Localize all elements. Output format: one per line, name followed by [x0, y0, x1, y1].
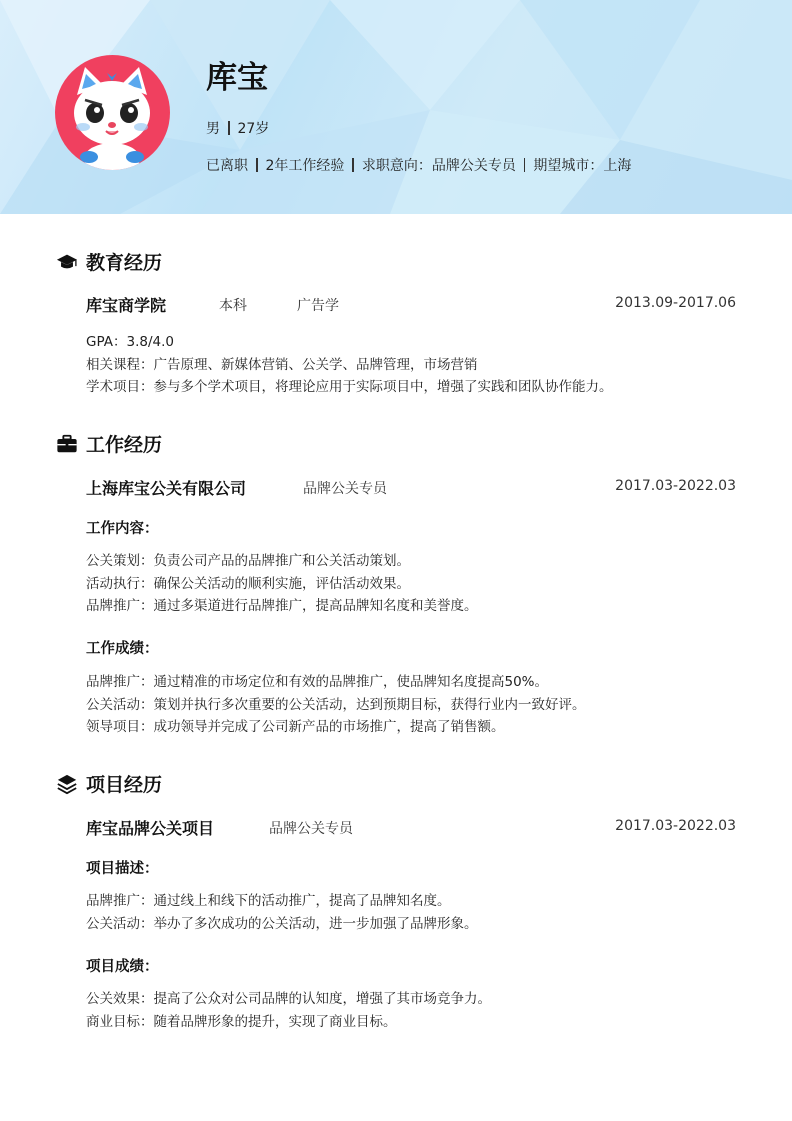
list-item: GPA：3.8/4.0	[86, 334, 174, 350]
list-item: 商业目标：随着品牌形象的提升，实现了商业目标。	[86, 1013, 397, 1030]
major: 广告学	[297, 298, 339, 314]
job-role: 品牌公关专员	[303, 481, 387, 497]
employment-status: 已离职	[206, 158, 248, 174]
education-date: 2013.09-2017.06	[615, 295, 736, 311]
project-result-title: 项目成绩：	[86, 959, 159, 975]
project-results	[86, 988, 491, 1033]
work-row	[86, 476, 736, 498]
separator	[228, 121, 230, 135]
list-item: 学术项目：参与多个学术项目，将理论应用于实际项目中，增强了实践和团队协作能力。	[86, 379, 613, 395]
project-description	[86, 890, 478, 935]
list-item: 公关活动：策划并执行多次重要的公关活动，达到预期目标，获得行业内一致好评。	[86, 696, 586, 713]
work-date: 2017.03-2022.03	[615, 478, 736, 494]
work-achievement-title: 工作成绩：	[86, 641, 159, 657]
list-item: 相关课程：广告原理、新媒体营销、公关学、品牌管理，市场营销	[86, 356, 478, 373]
briefcase-icon	[56, 433, 78, 455]
basic-info	[206, 118, 269, 138]
education-details	[86, 331, 613, 399]
list-item: 品牌推广：通过精准的市场定位和有效的品牌推广，使品牌知名度提高50%。	[86, 674, 549, 690]
age: 27岁	[237, 121, 270, 137]
degree: 本科	[219, 298, 247, 314]
list-item: 领导项目：成功领导并完成了公司新产品的市场推广，提高了销售额。	[86, 719, 505, 735]
project-desc-title: 项目描述：	[86, 861, 159, 877]
project-section-title: 项目经历	[56, 770, 162, 797]
candidate-name: 库宝	[206, 60, 268, 96]
list-item: 公关效果：提高了公众对公司品牌的认知度，增强了其市场竞争力。	[86, 991, 491, 1007]
project-name: 库宝品牌公关项目	[86, 819, 215, 838]
job-intention: 求职意向：品牌公关专员	[361, 158, 516, 174]
list-item: 品牌推广：通过多渠道进行品牌推广，提高品牌知名度和美誉度。	[86, 598, 478, 614]
separator	[524, 158, 526, 172]
list-item: 品牌推广：通过线上和线下的活动推广，提高了品牌知名度。	[86, 893, 451, 909]
graduation-cap-icon	[56, 251, 78, 273]
education-row	[86, 293, 736, 315]
separator	[352, 158, 354, 172]
layers-icon	[56, 773, 78, 795]
avatar	[55, 55, 170, 170]
gender: 男	[206, 121, 220, 137]
project-date: 2017.03-2022.03	[615, 818, 736, 834]
school-name: 库宝商学院	[86, 296, 167, 315]
project-role: 品牌公关专员	[269, 821, 353, 837]
project-row	[86, 816, 736, 838]
work-achievements	[86, 671, 586, 739]
work-experience: 2年工作经验	[265, 158, 345, 174]
list-item: 公关活动：举办了多次成功的公关活动，进一步加强了品牌形象。	[86, 915, 478, 932]
separator	[256, 158, 258, 172]
expected-city: 期望城市：上海	[533, 158, 632, 174]
work-content-title: 工作内容：	[86, 521, 159, 537]
list-item: 公关策划：负责公司产品的品牌推广和公关活动策划。	[86, 553, 410, 569]
job-info	[206, 155, 631, 175]
work-content	[86, 550, 478, 618]
cat-mascot-icon	[55, 55, 170, 170]
education-section-title: 教育经历	[56, 248, 162, 275]
resume-header	[0, 0, 792, 214]
list-item: 活动执行：确保公关活动的顺利实施，评估活动效果。	[86, 575, 410, 592]
work-section-title: 工作经历	[56, 430, 162, 457]
company-name: 上海库宝公关有限公司	[86, 479, 247, 498]
